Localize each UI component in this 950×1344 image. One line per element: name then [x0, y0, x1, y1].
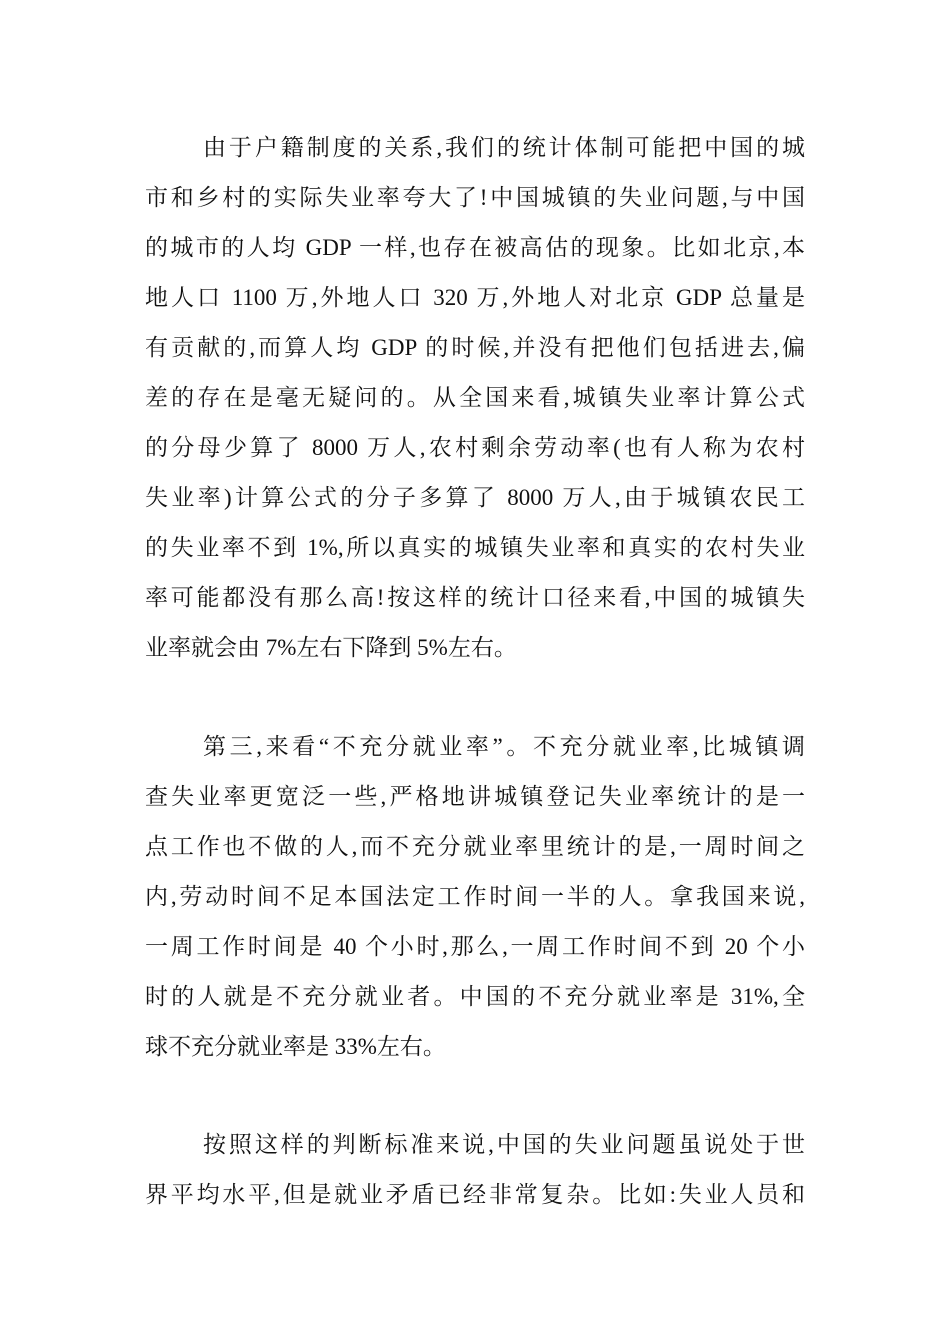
text-line: 一周工作时间是 40 个小时,那么,一周工作时间不到 20 个小	[145, 934, 805, 959]
text-line: 按照这样的判断标准来说,中国的失业问题虽说处于世	[203, 1132, 805, 1157]
text-line: 球不充分就业率是 33%左右。	[145, 1034, 446, 1059]
text-line: 点工作也不做的人,而不充分就业率里统计的是,一周时间之	[145, 834, 805, 859]
text-line: 查失业率更宽泛一些,严格地讲城镇登记失业率统计的是一	[145, 784, 805, 809]
text-line: 地人口 1100 万,外地人口 320 万,外地人对北京 GDP 总量是	[145, 285, 805, 310]
text-line: 的分母少算了 8000 万人,农村剩余劳动率(也有人称为农村	[145, 435, 805, 460]
text-line: 的城市的人均 GDP 一样,也存在被高估的现象。比如北京,本	[145, 235, 805, 260]
text-line: 时的人就是不充分就业者。中国的不充分就业率是 31%,全	[145, 984, 805, 1009]
text-line: 由于户籍制度的关系,我们的统计体制可能把中国的城	[203, 135, 805, 160]
text-line: 内,劳动时间不足本国法定工作时间一半的人。拿我国来说,	[145, 884, 805, 909]
text-line: 差的存在是毫无疑问的。从全国来看,城镇失业率计算公式	[145, 385, 805, 410]
text-line: 市和乡村的实际失业率夸大了!中国城镇的失业问题,与中国	[145, 185, 805, 210]
text-line: 失业率)计算公式的分子多算了 8000 万人,由于城镇农民工	[145, 485, 805, 510]
text-line: 的失业率不到 1%,所以真实的城镇失业率和真实的农村失业	[145, 535, 805, 560]
text-line: 率可能都没有那么高!按这样的统计口径来看,中国的城镇失	[145, 585, 805, 610]
text-line: 第三,来看“不充分就业率”。不充分就业率,比城镇调	[203, 734, 805, 759]
text-line: 界平均水平,但是就业矛盾已经非常复杂。比如:失业人员和	[145, 1182, 805, 1207]
text-line: 业率就会由 7%左右下降到 5%左右。	[145, 635, 517, 660]
text-line: 有贡献的,而算人均 GDP 的时候,并没有把他们包括进去,偏	[145, 335, 805, 360]
